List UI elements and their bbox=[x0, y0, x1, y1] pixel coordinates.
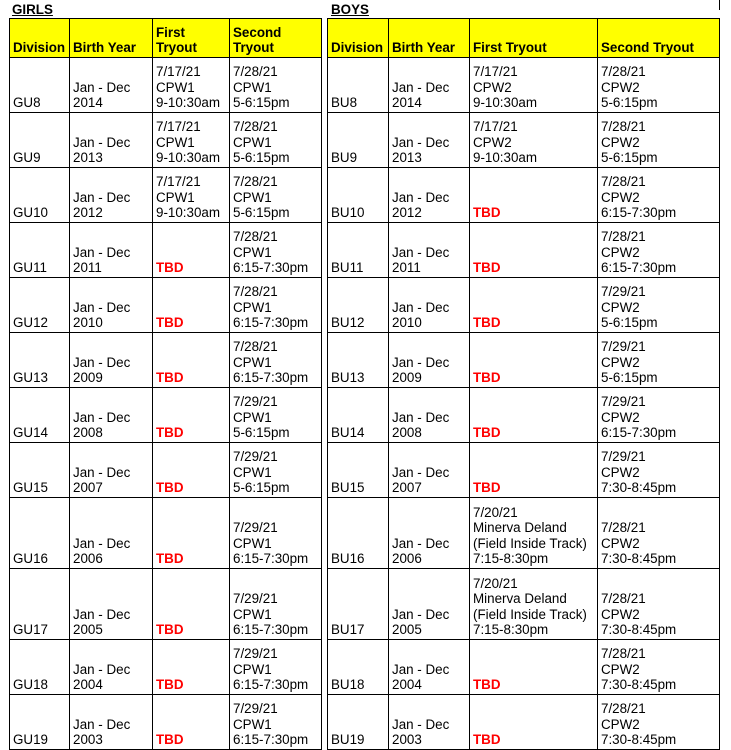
division-cell: GU8 bbox=[10, 58, 70, 113]
birth-year-cell: Jan - Dec 2010 bbox=[70, 278, 153, 333]
birth-year-cell: Jan - Dec 2003 bbox=[389, 695, 470, 750]
table-row bbox=[328, 278, 720, 333]
table-row bbox=[10, 388, 322, 443]
table-row bbox=[10, 278, 322, 333]
girls-section-title: GIRLS bbox=[12, 2, 53, 17]
second-tryout-cell: 7/28/21 CPW1 6:15-7:30pm bbox=[230, 223, 322, 278]
division-cell: BU8 bbox=[328, 58, 389, 113]
table-row bbox=[10, 223, 322, 278]
first-tryout-cell: TBD bbox=[470, 333, 598, 388]
first-tryout-cell: TBD bbox=[470, 223, 598, 278]
first-tryout-cell: TBD bbox=[470, 695, 598, 750]
second-tryout-cell: 7/28/21 CPW2 7:30-8:45pm bbox=[598, 569, 720, 640]
table-row bbox=[10, 58, 322, 113]
division-cell: GU14 bbox=[10, 388, 70, 443]
first-tryout-cell: TBD bbox=[153, 333, 230, 388]
boys-header-division: Division bbox=[328, 19, 389, 58]
birth-year-cell: Jan - Dec 2008 bbox=[70, 388, 153, 443]
second-tryout-cell: 7/28/21 CPW2 7:30-8:45pm bbox=[598, 695, 720, 750]
division-cell: GU9 bbox=[10, 113, 70, 168]
birth-year-cell: Jan - Dec 2011 bbox=[70, 223, 153, 278]
division-cell: GU11 bbox=[10, 223, 70, 278]
birth-year-cell: Jan - Dec 2009 bbox=[70, 333, 153, 388]
table-row bbox=[10, 569, 322, 640]
table-row bbox=[328, 113, 720, 168]
division-cell: BU17 bbox=[328, 569, 389, 640]
second-tryout-cell: 7/29/21 CPW2 5-6:15pm bbox=[598, 278, 720, 333]
first-tryout-cell: TBD bbox=[470, 388, 598, 443]
first-tryout-cell: TBD bbox=[153, 443, 230, 498]
division-cell: BU10 bbox=[328, 168, 389, 223]
birth-year-cell: Jan - Dec 2008 bbox=[389, 388, 470, 443]
first-tryout-cell: 7/20/21 Minerva Deland (Field Inside Track) 7:15-8:30pm bbox=[470, 569, 598, 640]
first-tryout-cell: 7/17/21 CPW1 9-10:30am bbox=[153, 168, 230, 223]
division-cell: BU18 bbox=[328, 640, 389, 695]
table-row bbox=[10, 113, 322, 168]
second-tryout-cell: 7/28/21 CPW1 6:15-7:30pm bbox=[230, 278, 322, 333]
table-row bbox=[10, 640, 322, 695]
first-tryout-cell: 7/17/21 CPW1 9-10:30am bbox=[153, 113, 230, 168]
first-tryout-cell: TBD bbox=[470, 640, 598, 695]
first-tryout-cell: TBD bbox=[153, 640, 230, 695]
table-row bbox=[10, 695, 322, 750]
second-tryout-cell: 7/28/21 CPW1 5-6:15pm bbox=[230, 113, 322, 168]
division-cell: BU9 bbox=[328, 113, 389, 168]
birth-year-cell: Jan - Dec 2004 bbox=[389, 640, 470, 695]
second-tryout-cell: 7/28/21 CPW2 5-6:15pm bbox=[598, 113, 720, 168]
table-row bbox=[10, 498, 322, 569]
birth-year-cell: Jan - Dec 2006 bbox=[389, 498, 470, 569]
division-cell: GU18 bbox=[10, 640, 70, 695]
girls-header-birth-year: Birth Year bbox=[70, 19, 153, 58]
boys-section-title: BOYS bbox=[331, 2, 369, 17]
table-row bbox=[328, 443, 720, 498]
boys-header-first-tryout: First Tryout bbox=[470, 19, 598, 58]
girls-header-row bbox=[10, 19, 322, 58]
table-row bbox=[328, 58, 720, 113]
birth-year-cell: Jan - Dec 2005 bbox=[70, 569, 153, 640]
first-tryout-cell: TBD bbox=[153, 695, 230, 750]
division-cell: GU10 bbox=[10, 168, 70, 223]
division-cell: BU13 bbox=[328, 333, 389, 388]
table-row bbox=[10, 168, 322, 223]
division-cell: GU19 bbox=[10, 695, 70, 750]
second-tryout-cell: 7/29/21 CPW2 6:15-7:30pm bbox=[598, 388, 720, 443]
table-row bbox=[328, 223, 720, 278]
second-tryout-cell: 7/28/21 CPW1 5-6:15pm bbox=[230, 58, 322, 113]
second-tryout-cell: 7/28/21 CPW2 7:30-8:45pm bbox=[598, 498, 720, 569]
birth-year-cell: Jan - Dec 2013 bbox=[389, 113, 470, 168]
table-row bbox=[328, 569, 720, 640]
first-tryout-cell: 7/17/21 CPW2 9-10:30am bbox=[470, 113, 598, 168]
second-tryout-cell: 7/29/21 CPW1 5-6:15pm bbox=[230, 388, 322, 443]
table-row bbox=[10, 333, 322, 388]
second-tryout-cell: 7/29/21 CPW1 6:15-7:30pm bbox=[230, 640, 322, 695]
first-tryout-cell: TBD bbox=[153, 278, 230, 333]
table-row bbox=[328, 333, 720, 388]
second-tryout-cell: 7/29/21 CPW2 7:30-8:45pm bbox=[598, 443, 720, 498]
division-cell: BU19 bbox=[328, 695, 389, 750]
page-edge-divider bbox=[719, 0, 720, 10]
second-tryout-cell: 7/28/21 CPW1 6:15-7:30pm bbox=[230, 333, 322, 388]
girls-header-first-tryout: First Tryout bbox=[153, 19, 230, 58]
second-tryout-cell: 7/29/21 CPW1 6:15-7:30pm bbox=[230, 498, 322, 569]
table-row bbox=[328, 168, 720, 223]
birth-year-cell: Jan - Dec 2012 bbox=[70, 168, 153, 223]
second-tryout-cell: 7/28/21 CPW1 5-6:15pm bbox=[230, 168, 322, 223]
boys-table-body bbox=[328, 58, 720, 750]
first-tryout-cell: 7/17/21 CPW2 9-10:30am bbox=[470, 58, 598, 113]
birth-year-cell: Jan - Dec 2006 bbox=[70, 498, 153, 569]
second-tryout-cell: 7/29/21 CPW1 5-6:15pm bbox=[230, 443, 322, 498]
division-cell: GU17 bbox=[10, 569, 70, 640]
table-row bbox=[328, 388, 720, 443]
first-tryout-cell: TBD bbox=[153, 498, 230, 569]
second-tryout-cell: 7/29/21 CPW1 6:15-7:30pm bbox=[230, 569, 322, 640]
girls-table-body bbox=[10, 58, 322, 750]
boys-tryout-table bbox=[327, 18, 720, 750]
birth-year-cell: Jan - Dec 2014 bbox=[70, 58, 153, 113]
first-tryout-cell: TBD bbox=[153, 223, 230, 278]
birth-year-cell: Jan - Dec 2011 bbox=[389, 223, 470, 278]
second-tryout-cell: 7/28/21 CPW2 7:30-8:45pm bbox=[598, 640, 720, 695]
division-cell: GU15 bbox=[10, 443, 70, 498]
boys-header-row bbox=[328, 19, 720, 58]
birth-year-cell: Jan - Dec 2013 bbox=[70, 113, 153, 168]
table-row bbox=[328, 695, 720, 750]
division-cell: BU12 bbox=[328, 278, 389, 333]
girls-tryout-table bbox=[9, 18, 322, 750]
girls-header-division: Division bbox=[10, 19, 70, 58]
first-tryout-cell: TBD bbox=[153, 569, 230, 640]
second-tryout-cell: 7/28/21 CPW2 5-6:15pm bbox=[598, 58, 720, 113]
birth-year-cell: Jan - Dec 2012 bbox=[389, 168, 470, 223]
birth-year-cell: Jan - Dec 2014 bbox=[389, 58, 470, 113]
table-row bbox=[328, 640, 720, 695]
birth-year-cell: Jan - Dec 2007 bbox=[389, 443, 470, 498]
table-row bbox=[328, 498, 720, 569]
division-cell: BU15 bbox=[328, 443, 389, 498]
girls-header-second-tryout: Second Tryout bbox=[230, 19, 322, 58]
second-tryout-cell: 7/29/21 CPW2 5-6:15pm bbox=[598, 333, 720, 388]
boys-header-second-tryout: Second Tryout bbox=[598, 19, 720, 58]
first-tryout-cell: TBD bbox=[470, 168, 598, 223]
division-cell: BU14 bbox=[328, 388, 389, 443]
first-tryout-cell: 7/20/21 Minerva Deland (Field Inside Track) 7:15-8:30pm bbox=[470, 498, 598, 569]
division-cell: BU11 bbox=[328, 223, 389, 278]
birth-year-cell: Jan - Dec 2005 bbox=[389, 569, 470, 640]
division-cell: GU12 bbox=[10, 278, 70, 333]
table-row bbox=[10, 443, 322, 498]
second-tryout-cell: 7/28/21 CPW2 6:15-7:30pm bbox=[598, 223, 720, 278]
second-tryout-cell: 7/28/21 CPW2 6:15-7:30pm bbox=[598, 168, 720, 223]
first-tryout-cell: TBD bbox=[470, 278, 598, 333]
first-tryout-cell: 7/17/21 CPW1 9-10:30am bbox=[153, 58, 230, 113]
birth-year-cell: Jan - Dec 2004 bbox=[70, 640, 153, 695]
birth-year-cell: Jan - Dec 2010 bbox=[389, 278, 470, 333]
division-cell: GU13 bbox=[10, 333, 70, 388]
birth-year-cell: Jan - Dec 2009 bbox=[389, 333, 470, 388]
birth-year-cell: Jan - Dec 2003 bbox=[70, 695, 153, 750]
second-tryout-cell: 7/29/21 CPW1 6:15-7:30pm bbox=[230, 695, 322, 750]
birth-year-cell: Jan - Dec 2007 bbox=[70, 443, 153, 498]
division-cell: BU16 bbox=[328, 498, 389, 569]
first-tryout-cell: TBD bbox=[153, 388, 230, 443]
boys-header-birth-year: Birth Year bbox=[389, 19, 470, 58]
division-cell: GU16 bbox=[10, 498, 70, 569]
first-tryout-cell: TBD bbox=[470, 443, 598, 498]
